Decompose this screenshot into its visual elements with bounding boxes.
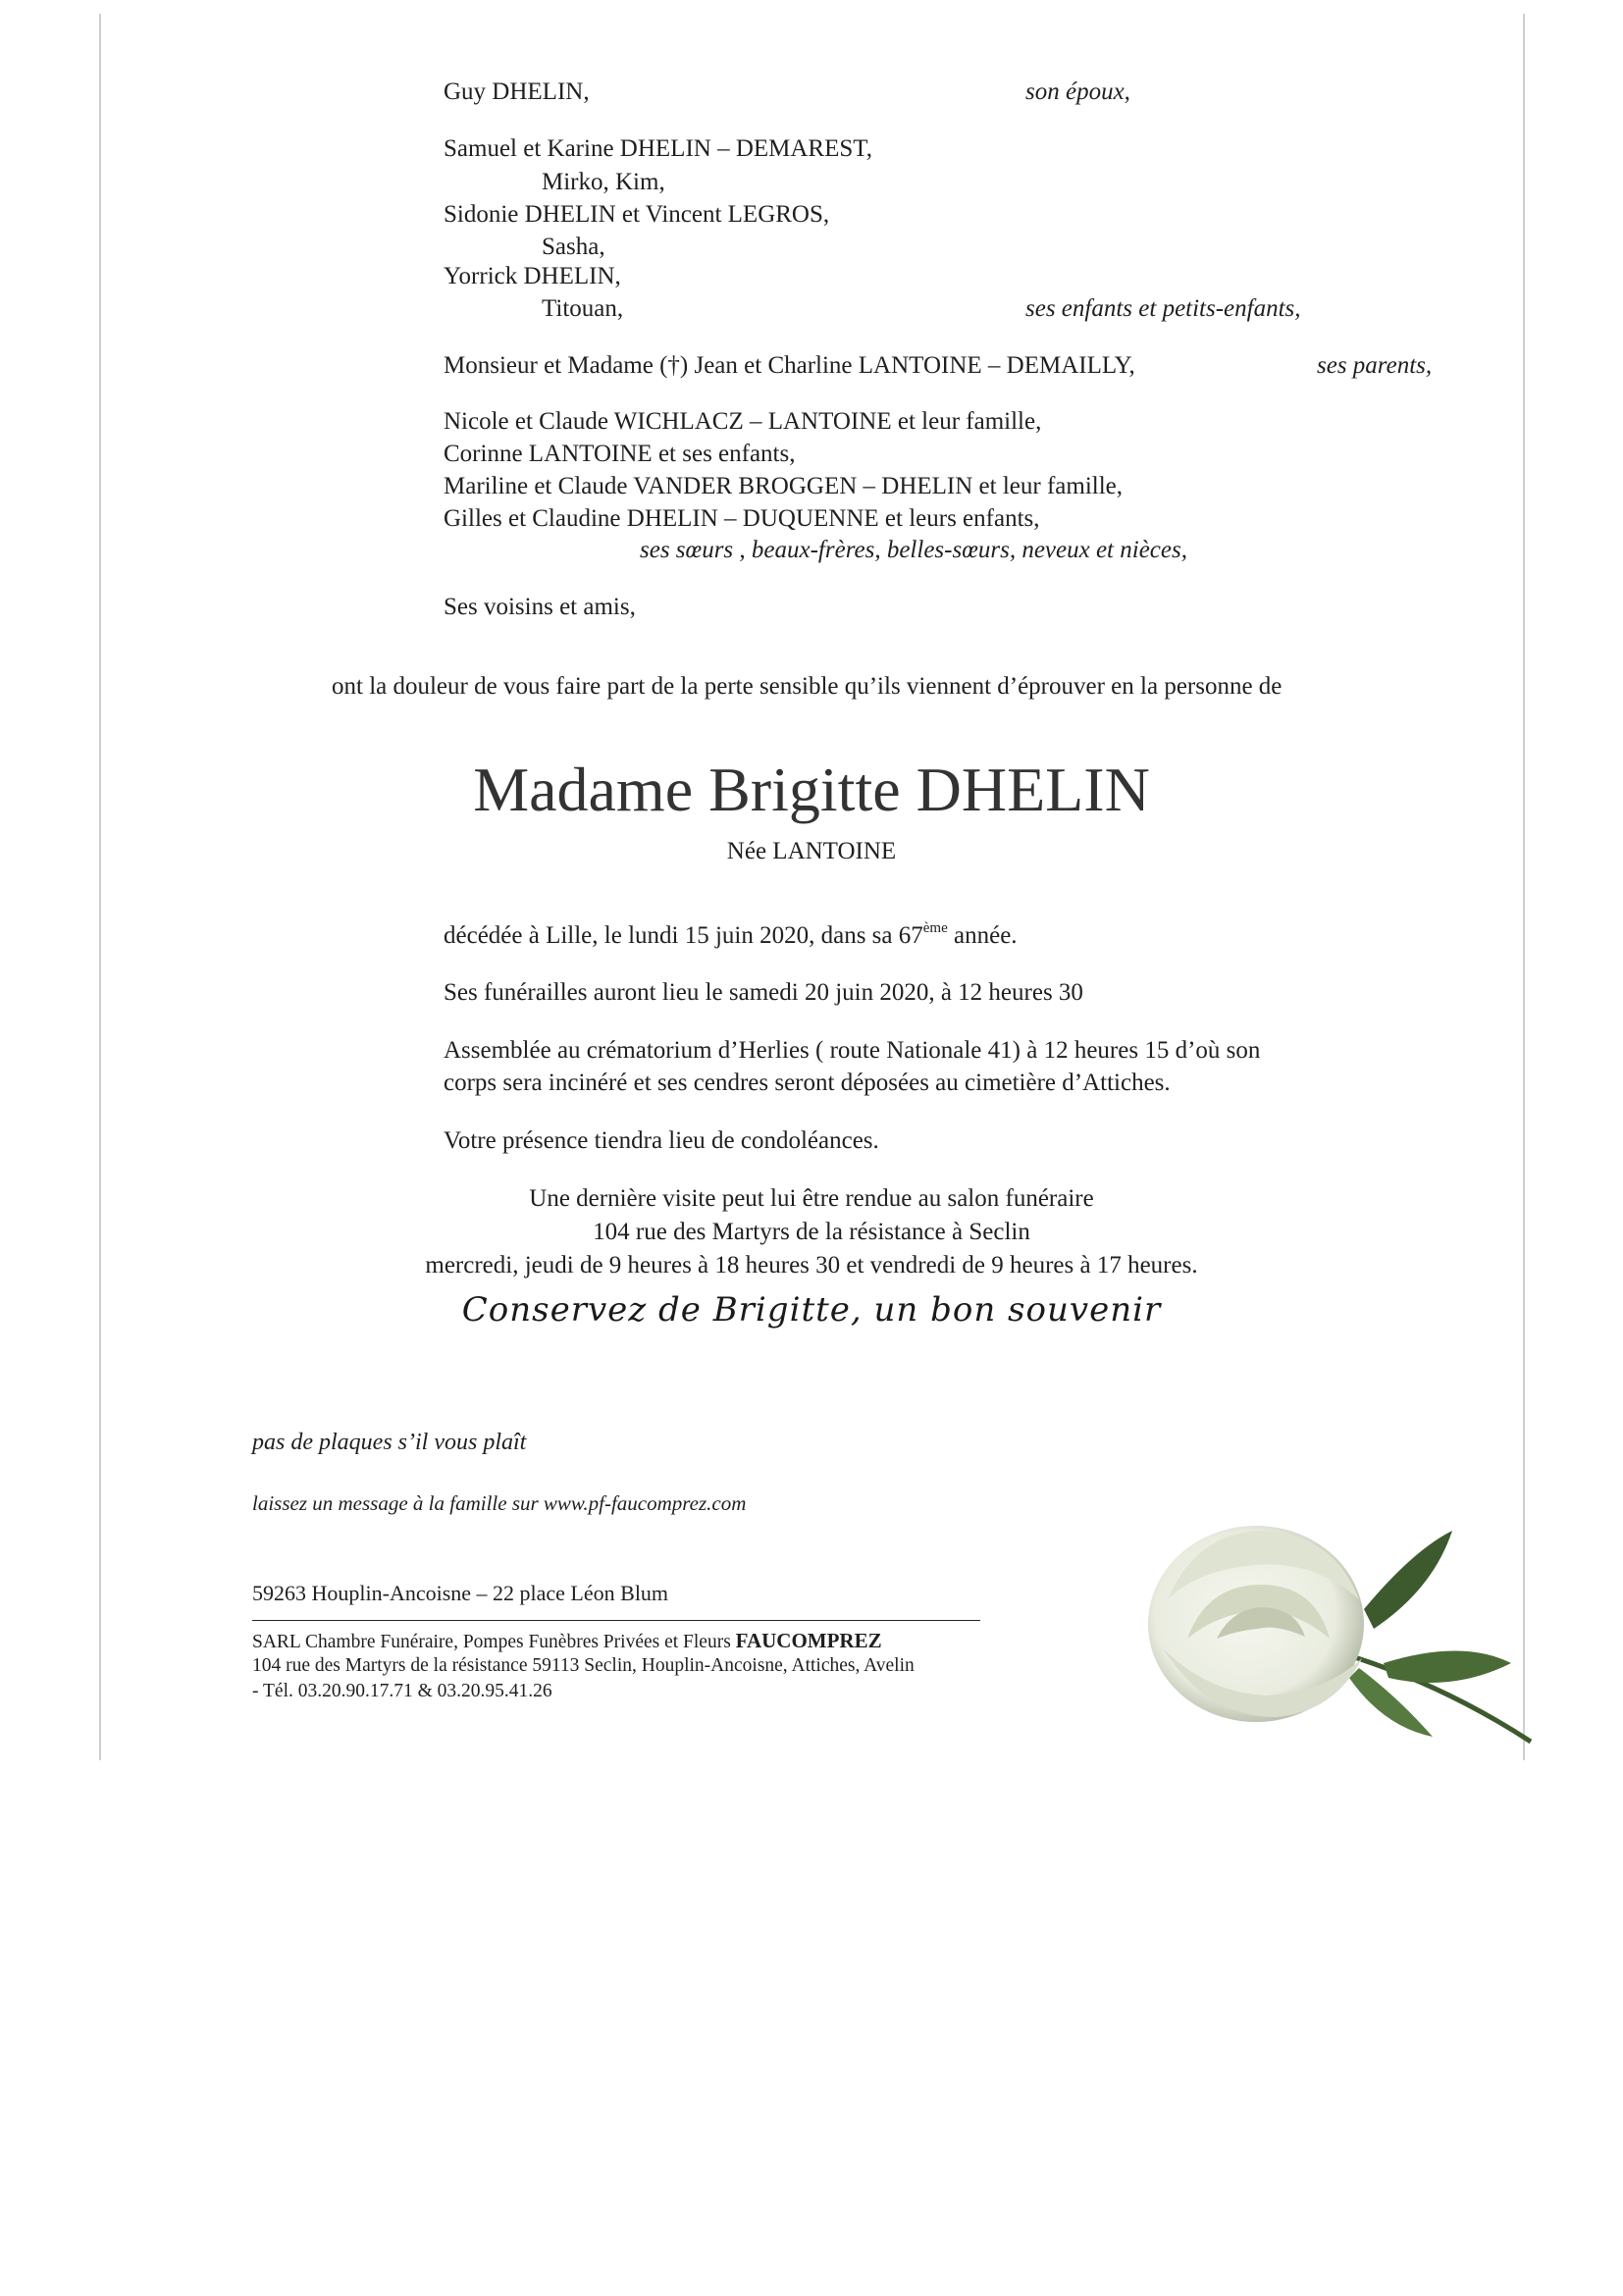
neighbors-line: Ses voisins et amis, [444,594,636,620]
deceased-name: Madame Brigitte DHELIN [473,755,1150,824]
maiden-name: Née LANTOINE [726,838,897,864]
death-suffix: année. [947,922,1018,949]
company-phones: - Tél. 03.20.90.17.71 & 03.20.95.41.26 [252,1681,552,1701]
visit-line-3: mercredi, jeudi de 9 heures à 18 heures 30 et vendredi de 9 heures à 17 heures. [425,1252,1198,1278]
spouse-name: Guy DHELIN, [444,78,590,105]
company-brand: FAUCOMPREZ [735,1629,882,1652]
message-note: laissez un message à la famille sur www.pf-faucomprez.com [252,1491,747,1515]
company-line [252,1628,882,1655]
footer-divider [252,1620,980,1621]
sibling-line: Nicole et Claude WICHLACZ – LANTOINE et leur famille, [444,408,1042,435]
death-prefix: décédée à Lille, le lundi 15 juin 2020, dans sa 67 [444,922,923,949]
death-ordinal: ème [922,920,948,936]
condolences-line: Votre présence tiendra lieu de condoléances. [444,1127,879,1154]
child-line: Samuel et Karine DHELIN – DEMAREST, [444,135,872,162]
death-line [444,920,1018,952]
funeral-line: Ses funérailles auront lieu le samedi 20 juin 2020, à 12 heures 30 [444,979,1083,1006]
child-line: Sidonie DHELIN et Vincent LEGROS, [444,201,830,228]
grandchild-line: Titouan, [542,295,624,322]
sibling-line: Mariline et Claude VANDER BROGGEN – DHELIN et leur famille, [444,473,1124,499]
company-prefix: SARL Chambre Funéraire, Pompes Funèbres Privées et Fleurs [252,1632,736,1652]
assembly-line-1: Assemblée au crématorium d’Herlies ( route Nationale 41) à 12 heures 15 d’où son [444,1037,1261,1064]
spouse-role: son époux, [1025,78,1130,105]
announcement-line: ont la douleur de vous faire part de la perte sensible qu’ils viennent d’éprouver en la personne de [332,673,1283,700]
white-rose-image [1138,1491,1541,1756]
assembly-line-2: corps sera incinéré et ses cendres seront déposées au cimetière d’Attiches. [444,1070,1171,1096]
sibling-line: Corinne LANTOINE et ses enfants, [444,441,796,467]
footer-address: 59263 Houplin-Ancoisne – 22 place Léon Blum [252,1581,669,1605]
parents-name: Monsieur et Madame (†) Jean et Charline LANTOINE – DEMAILLY, [444,352,1135,379]
sibling-line: Gilles et Claudine DHELIN – DUQUENNE et leurs enfants, [444,505,1040,532]
memory-line: Conservez de Brigitte, un bon souvenir [461,1290,1162,1330]
visit-line-1: Une dernière visite peut lui être rendue au salon funéraire [529,1185,1094,1212]
children-role: ses enfants et petits-enfants, [1025,295,1301,322]
grandchild-line: Mirko, Kim, [542,169,665,195]
siblings-role: ses sœurs , beaux-frères, belles-sœurs, neveux et nièces, [640,537,1187,563]
child-line: Yorrick DHELIN, [444,263,621,289]
grandchild-line: Sasha, [542,234,605,260]
company-address: 104 rue des Martyrs de la résistance 59113 Seclin, Houplin-Ancoisne, Attiches, Avelin [252,1655,915,1676]
parents-role: ses parents, [1317,352,1433,379]
page-edge-left [99,14,101,1760]
visit-line-2: 104 rue des Martyrs de la résistance à Seclin [593,1219,1030,1245]
no-plaques-note: pas de plaques s’il vous plaît [252,1430,527,1455]
